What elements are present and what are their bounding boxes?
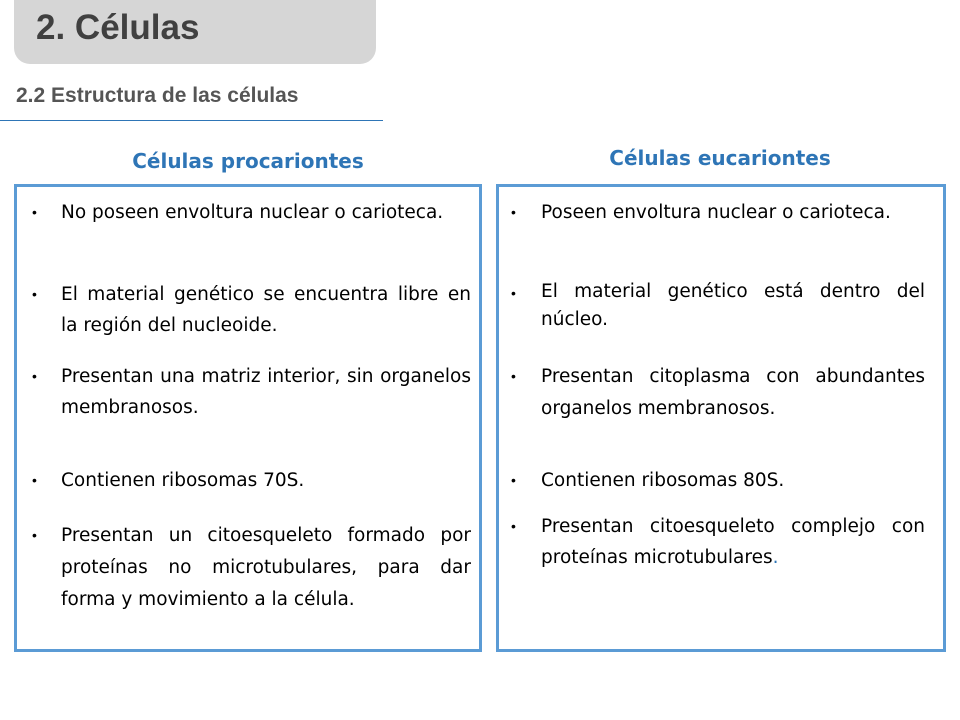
- bullet-icon: •: [32, 368, 37, 384]
- bullet-icon: •: [511, 204, 516, 220]
- bullet-icon: •: [511, 472, 516, 488]
- bullet-icon: •: [511, 368, 516, 384]
- list-item: Presentan un citoesqueleto formado por proteínas no microtubulares, para dar forma y movimiento a la célula.: [61, 525, 471, 610]
- list-item: Contienen ribosomas 80S.: [541, 470, 785, 491]
- trailing-dot: .: [772, 547, 779, 568]
- panel-procariontes: [14, 184, 482, 652]
- slide-subtitle: 2.2 Estructura de las células: [16, 84, 299, 107]
- list-item: Presentan citoplasma con abundantes organelos membranosos.: [541, 366, 925, 419]
- bullet-icon: •: [32, 286, 37, 302]
- heading-procariontes: Células procariontes: [132, 149, 364, 173]
- list-item-text: Presentan citoesqueleto complejo con proteínas microtubulares: [541, 516, 925, 568]
- list-item: Poseen envoltura nuclear o carioteca.: [541, 202, 891, 223]
- bullet-icon: •: [32, 204, 37, 220]
- bullet-icon: •: [511, 285, 516, 301]
- list-item: [541, 511, 925, 573]
- bullet-icon: •: [32, 527, 37, 543]
- list-item: No poseen envoltura nuclear o carioteca.: [61, 202, 444, 223]
- bullet-icon: •: [511, 518, 516, 534]
- list-item: El material genético está dentro del núcleo.: [541, 281, 925, 330]
- list-item: Presentan una matriz interior, sin organelos membranosos.: [61, 366, 471, 418]
- slide-title: 2. Células: [36, 8, 200, 47]
- subtitle-underline: [0, 120, 383, 121]
- list-item: El material genético se encuentra libre en la región del nucleoide.: [61, 284, 471, 336]
- list-item: Contienen ribosomas 70S.: [61, 470, 305, 491]
- bullet-icon: •: [32, 472, 37, 488]
- panel-eucariontes: [496, 184, 946, 652]
- heading-eucariontes: Células eucariontes: [609, 146, 831, 170]
